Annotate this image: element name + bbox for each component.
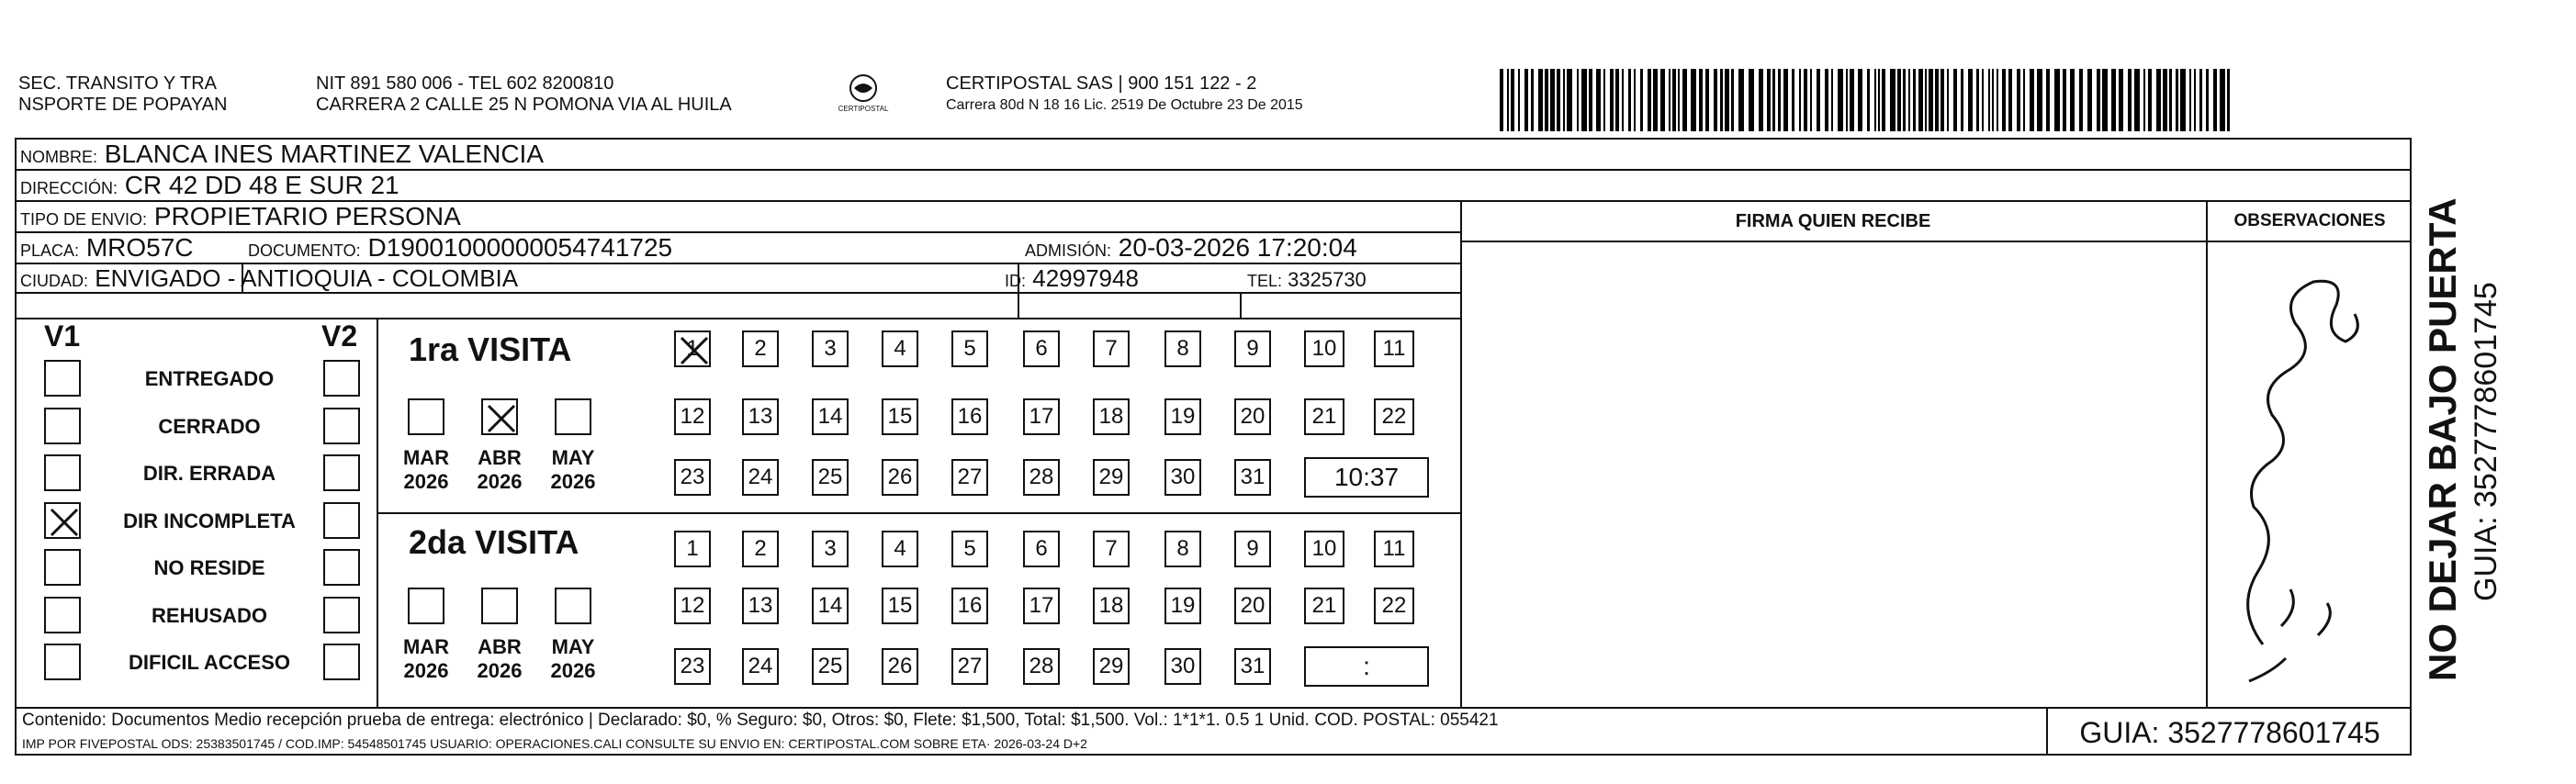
- barcode-bar: [2148, 69, 2152, 131]
- v1-checkbox-5[interactable]: [44, 597, 81, 633]
- barcode-bar: [1538, 69, 1543, 131]
- visit2-day-26[interactable]: 26: [882, 648, 918, 685]
- id-label: ID:: [1005, 272, 1027, 290]
- v1-checkbox-0[interactable]: [44, 360, 81, 397]
- visit2-month-checkbox-2[interactable]: [555, 588, 591, 624]
- barcode-bar: [1918, 69, 1923, 131]
- visit2-day-12[interactable]: 12: [674, 588, 711, 624]
- barcode-bar: [1563, 69, 1565, 131]
- barcode-bar: [1596, 69, 1601, 131]
- visit1-day-22[interactable]: 22: [1374, 398, 1414, 435]
- barcode-bar: [1682, 69, 1687, 131]
- visit1-day-25[interactable]: 25: [812, 459, 849, 496]
- barcode-bar: [1897, 69, 1901, 131]
- barcode-bar: [1550, 69, 1555, 131]
- visit2-day-21[interactable]: 21: [1304, 588, 1344, 624]
- nombre-label: NOMBRE:: [20, 148, 98, 166]
- status-label-6: DIFICIL ACCESO: [128, 651, 290, 674]
- visit1-month-checkbox-2[interactable]: [555, 398, 591, 435]
- company-info: [946, 73, 1303, 116]
- issuer-line-1: SEC. TRANSITO Y TRA: [18, 73, 217, 94]
- barcode-bar: [2180, 69, 2186, 131]
- visit1-month-checkbox-0[interactable]: [408, 398, 444, 435]
- visit2-day-8[interactable]: 8: [1164, 531, 1201, 567]
- barcode-bar: [1691, 69, 1696, 131]
- barcode-bar: [1759, 69, 1763, 131]
- barcode-bar: [1500, 69, 1503, 131]
- barcode-bar: [1890, 69, 1895, 131]
- barcode-bar: [1913, 69, 1916, 131]
- barcode-bar: [1935, 69, 1939, 131]
- visit1-month-name: MAR: [402, 446, 450, 469]
- barcode-bar: [1545, 69, 1548, 131]
- company-line-2: Carrera 80d N 18 16 Lic. 2519 De Octubre 23 De 2015: [946, 97, 1303, 113]
- barcode-bar: [2206, 69, 2209, 131]
- barcode-bar: [1778, 69, 1781, 131]
- visit2-day-13[interactable]: 13: [742, 588, 779, 624]
- visit2-day-14[interactable]: 14: [812, 588, 849, 624]
- barcode-bar: [1992, 69, 1994, 131]
- barcode-bar: [1725, 69, 1729, 131]
- visit1-day-11[interactable]: 11: [1374, 330, 1414, 367]
- tel-label: TEL:: [1247, 272, 1283, 290]
- barcode-bar: [2023, 69, 2025, 131]
- certipostal-logo: [825, 72, 902, 119]
- v1-checkbox-3[interactable]: [44, 502, 81, 539]
- barcode-bar: [2220, 69, 2225, 131]
- barcode-bar: [1589, 69, 1592, 131]
- barcode-bar: [2176, 69, 2178, 131]
- v2-checkbox-1[interactable]: [323, 408, 360, 444]
- visit2-day-18[interactable]: 18: [1093, 588, 1130, 624]
- barcode-bar: [2030, 69, 2034, 131]
- visit2-month-name: MAY: [551, 635, 595, 658]
- col-divider: [2046, 707, 2048, 756]
- status-label-3: DIR INCOMPLETA: [123, 509, 296, 532]
- barcode-bar: [1577, 69, 1579, 131]
- barcode-bar: [1850, 69, 1854, 131]
- barcode-bar: [1622, 69, 1624, 131]
- visit2-day-27[interactable]: 27: [951, 648, 988, 685]
- barcode-bar: [2189, 69, 2191, 131]
- tipo-value: PROPIETARIO PERSONA: [153, 202, 461, 230]
- barcode-bar: [1669, 69, 1670, 131]
- barcode-bar: [1961, 69, 1963, 131]
- visit1-day-31[interactable]: 31: [1234, 459, 1271, 496]
- v1-checkbox-4[interactable]: [44, 549, 81, 586]
- barcode-bar: [1634, 69, 1636, 131]
- barcode-bar: [1882, 69, 1885, 131]
- col-divider: [1240, 292, 1242, 318]
- barcode-bar: [1947, 69, 1949, 131]
- visit2-day-2[interactable]: 2: [742, 531, 779, 567]
- admision-row: [1025, 233, 1357, 265]
- visit2-day-3[interactable]: 3: [812, 531, 849, 567]
- barcode-bar: [2008, 69, 2012, 131]
- barcode-bar: [1867, 69, 1870, 131]
- nit-line-1: NIT 891 580 006 - TEL 602 8200810: [316, 73, 614, 94]
- nit-line-2: CARRERA 2 CALLE 25 N POMONA VIA AL HUILA: [316, 95, 732, 115]
- barcode-bar: [1925, 69, 1927, 131]
- visit1-day-17[interactable]: 17: [1023, 398, 1060, 435]
- placa-value: MRO57C: [85, 233, 194, 262]
- visit2-month-year: 2026: [403, 659, 449, 682]
- barcode-bar: [2097, 69, 2100, 131]
- barcode-bar: [1660, 69, 1665, 131]
- barcode-bar: [2128, 69, 2132, 131]
- direccion-label: DIRECCIÓN:: [20, 179, 118, 197]
- placa-row: [20, 233, 194, 265]
- id-value: 42997948: [1032, 264, 1139, 292]
- barcode-bar: [1767, 69, 1771, 131]
- footer-guia: GUIA: 3527778601745: [2079, 716, 2380, 749]
- barcode-bar: [2070, 69, 2075, 131]
- barcode-bar: [1968, 69, 1973, 131]
- visit1-day-29[interactable]: 29: [1093, 459, 1130, 496]
- observaciones-label: OBSERVACIONES: [2233, 211, 2386, 230]
- barcode-bar: [2037, 69, 2042, 131]
- barcode-bar: [1749, 69, 1754, 131]
- barcode-bar: [2111, 69, 2116, 131]
- barcode-bar: [1610, 69, 1614, 131]
- visit1-time-box[interactable]: 10:37: [1304, 457, 1429, 498]
- direccion-row: [20, 171, 399, 203]
- visit2-day-25[interactable]: 25: [812, 648, 849, 685]
- barcode-bar: [1799, 69, 1801, 131]
- visit1-month-label-1: [463, 446, 536, 494]
- visit1-day-19[interactable]: 19: [1164, 398, 1201, 435]
- barcode-bar: [2227, 69, 2230, 131]
- tipo-row: [20, 202, 461, 234]
- barcode-bar: [1903, 69, 1906, 131]
- logo-text: CERTIPOSTAL: [838, 105, 889, 113]
- barcode-bar: [2213, 69, 2217, 131]
- tel-value: 3325730: [1288, 268, 1367, 291]
- visit2-day-17[interactable]: 17: [1023, 588, 1060, 624]
- visit1-day-13[interactable]: 13: [742, 398, 779, 435]
- footer-divider: [15, 707, 2412, 709]
- row-divider: [15, 318, 1460, 319]
- admision-label: ADMISIÓN:: [1025, 241, 1112, 260]
- visit1-day-28[interactable]: 28: [1023, 459, 1060, 496]
- visit2-month-checkbox-1[interactable]: [481, 588, 518, 624]
- barcode-bar: [1929, 69, 1933, 131]
- id-row: [1005, 263, 1139, 296]
- visit2-month-label-1: [463, 635, 536, 683]
- visit2-day-31[interactable]: 31: [1234, 648, 1271, 685]
- nombre-row: [20, 140, 544, 172]
- barcode-bar: [1908, 69, 1910, 131]
- visit2-day-22[interactable]: 22: [1374, 588, 1414, 624]
- visit1-day-8[interactable]: 8: [1164, 330, 1201, 367]
- visit2-month-name: MAR: [402, 635, 450, 658]
- v2-checkbox-2[interactable]: [323, 454, 360, 491]
- visit2-day-7[interactable]: 7: [1093, 531, 1130, 567]
- barcode-bar: [2163, 69, 2167, 131]
- barcode-bar: [1628, 69, 1631, 131]
- visit1-month-checkbox-1[interactable]: [481, 398, 518, 435]
- visit2-day-15[interactable]: 15: [882, 588, 918, 624]
- barcode-bar: [1699, 69, 1703, 131]
- visit1-day-7[interactable]: 7: [1093, 330, 1130, 367]
- visit2-day-19[interactable]: 19: [1164, 588, 1201, 624]
- visit1-month-name: MAY: [551, 446, 595, 469]
- barcode-bar: [1804, 69, 1807, 131]
- barcode-bar: [1672, 69, 1676, 131]
- status-label-5: REHUSADO: [152, 603, 267, 627]
- barcode-bar: [1810, 69, 1812, 131]
- visit1-day-14[interactable]: 14: [812, 398, 849, 435]
- ciudad-label: CIUDAD:: [20, 272, 89, 290]
- placa-label: PLACA:: [20, 241, 80, 260]
- v1-checkbox-1[interactable]: [44, 408, 81, 444]
- barcode-bar: [1581, 69, 1587, 131]
- visit1-month-year: 2026: [550, 470, 596, 493]
- v2-checkbox-5[interactable]: [323, 597, 360, 633]
- visit2-day-29[interactable]: 29: [1093, 648, 1130, 685]
- barcode-bar: [1792, 69, 1794, 131]
- visit1-day-12[interactable]: 12: [674, 398, 711, 435]
- visit1-month-label-0: [389, 446, 463, 494]
- barcode-bar: [1524, 69, 1528, 131]
- v2-checkbox-0[interactable]: [323, 360, 360, 397]
- issuer-nit: [316, 73, 732, 116]
- barcode-bar: [1846, 69, 1848, 131]
- visit2-day-11[interactable]: 11: [1374, 531, 1414, 567]
- visit2-day-23[interactable]: 23: [674, 648, 711, 685]
- barcode-bar: [2017, 69, 2020, 131]
- barcode-bar: [2156, 69, 2161, 131]
- barcode-bar: [1731, 69, 1734, 131]
- barcode-bar: [1615, 69, 1619, 131]
- visit2-day-20[interactable]: 20: [1234, 588, 1271, 624]
- barcode-bar: [1831, 69, 1833, 131]
- visit2-day-16[interactable]: 16: [951, 588, 988, 624]
- visit1-day-5[interactable]: 5: [951, 330, 988, 367]
- visit-divider: [377, 512, 1460, 514]
- visit2-day-30[interactable]: 30: [1164, 648, 1201, 685]
- barcode-bar: [2087, 69, 2092, 131]
- barcode-bar: [1511, 69, 1514, 131]
- visit1-day-15[interactable]: 15: [882, 398, 918, 435]
- visit1-day-10[interactable]: 10: [1304, 330, 1344, 367]
- barcode-bar: [2194, 69, 2196, 131]
- footer-content: Contenido: Documentos Medio recepción prueba de entrega: electrónico | Declarado: $0, % Seguro: $0, Otros: $0, Flete: $1,500, Total: $1,500. Vol.: 1*1*1. 0.5 1 Unid. COD. POSTAL: 055421: [22, 711, 1499, 730]
- barcode-bar: [2143, 69, 2145, 131]
- barcode-bar: [1557, 69, 1560, 131]
- visit2-day-5[interactable]: 5: [951, 531, 988, 567]
- barcode-bar: [1507, 69, 1509, 131]
- nombre-value: BLANCA INES MARTINEZ VALENCIA: [104, 140, 544, 168]
- v2-checkbox-4[interactable]: [323, 549, 360, 586]
- visit2-month-label-0: [389, 635, 463, 683]
- tipo-label: TIPO DE ENVIO:: [20, 210, 148, 229]
- firma-label: FIRMA QUIEN RECIBE: [1735, 211, 1931, 231]
- barcode-bar: [1705, 69, 1709, 131]
- visit1-month-label-2: [536, 446, 610, 494]
- v1-title: V1: [44, 319, 81, 353]
- v2-checkbox-3[interactable]: [323, 502, 360, 539]
- visit2-day-6[interactable]: 6: [1023, 531, 1060, 567]
- barcode-bar: [1738, 69, 1744, 131]
- visit1-title: 1ra VISITA: [409, 330, 572, 368]
- barcode-bar: [1714, 69, 1717, 131]
- barcode-bar: [2119, 69, 2123, 131]
- x-mark-icon: [46, 504, 83, 541]
- barcode-bar: [2169, 69, 2172, 131]
- barcode-bar: [1817, 69, 1820, 131]
- barcode-bar: [1997, 69, 1998, 131]
- documento-value: D19001000000054741725: [367, 233, 673, 262]
- barcode-bar: [1858, 69, 1862, 131]
- visit2-day-10[interactable]: 10: [1304, 531, 1344, 567]
- barcode-bar: [1603, 69, 1605, 131]
- barcode-bar: [2054, 69, 2060, 131]
- barcode-bar: [1874, 69, 1876, 131]
- barcode-bar: [2079, 69, 2083, 131]
- visit2-title: 2da VISITA: [409, 523, 579, 561]
- side-warning: NO DEJAR BAJO PUERTA: [2421, 197, 2464, 681]
- barcode-bar: [1838, 69, 1843, 131]
- visit2-month-label-2: [536, 635, 610, 683]
- visit1-day-3[interactable]: 3: [812, 330, 849, 367]
- visit1-day-6[interactable]: 6: [1023, 330, 1060, 367]
- documento-label: DOCUMENTO:: [248, 241, 361, 260]
- barcode-bar: [2002, 69, 2006, 131]
- barcode-bar: [2063, 69, 2066, 131]
- barcode-bar: [1988, 69, 1990, 131]
- v1-checkbox-6[interactable]: [44, 644, 81, 680]
- barcode-bar: [1678, 69, 1680, 131]
- visit1-month-year: 2026: [403, 470, 449, 493]
- status-label-2: DIR. ERRADA: [142, 462, 276, 485]
- col-divider: [1460, 200, 1462, 707]
- documento-row: [248, 233, 672, 265]
- visit2-day-1[interactable]: 1: [674, 531, 711, 567]
- company-line-1: CERTIPOSTAL SAS | 900 151 122 - 2: [946, 73, 1257, 94]
- visit2-day-24[interactable]: 24: [742, 648, 779, 685]
- visit2-day-4[interactable]: 4: [882, 531, 918, 567]
- barcode-bar: [1567, 69, 1572, 131]
- ciudad-value: ENVIGADO - ANTIOQUIA - COLOMBIA: [95, 264, 519, 292]
- footer-imp: IMP POR FIVEPOSTAL ODS: 25383501745 / COD.IMP: 54548501745 USUARIO: OPERACIONES.CALI CONSULTE SU ENVIO EN: CERTIPOSTAL.COM SOBRE ETA· 2026-03-24 D+2: [22, 736, 1087, 751]
- barcode-bar: [1940, 69, 1944, 131]
- ciudad-row: [20, 263, 518, 296]
- visit2-month-checkbox-0[interactable]: [408, 588, 444, 624]
- barcode-bar: [1976, 69, 1979, 131]
- visit1-day-27[interactable]: 27: [951, 459, 988, 496]
- barcode-bar: [1783, 69, 1788, 131]
- visit1-day-23[interactable]: 23: [674, 459, 711, 496]
- visit2-day-9[interactable]: 9: [1234, 531, 1271, 567]
- visit1-day-18[interactable]: 18: [1093, 398, 1130, 435]
- visit1-day-1[interactable]: 1: [674, 330, 711, 367]
- barcode-bar: [1640, 69, 1643, 131]
- barcode-bar: [1878, 69, 1880, 131]
- visit2-time-box[interactable]: :: [1304, 646, 1429, 687]
- x-mark-icon: [483, 400, 520, 437]
- barcode-bar: [1648, 69, 1651, 131]
- barcode-bar: [2102, 69, 2108, 131]
- visit1-day-4[interactable]: 4: [882, 330, 918, 367]
- tel-row: [1247, 265, 1367, 296]
- status-label-1: CERRADO: [158, 414, 261, 438]
- visit1-day-24[interactable]: 24: [742, 459, 779, 496]
- visit1-day-2[interactable]: 2: [742, 330, 779, 367]
- side-guia: GUIA: 3527778601745: [2469, 282, 2503, 601]
- visit1-day-30[interactable]: 30: [1164, 459, 1201, 496]
- barcode-bar: [1653, 69, 1658, 131]
- barcode-bar: [1953, 69, 1957, 131]
- barcode-bar: [1720, 69, 1723, 131]
- admision-value: 20-03-2026 17:20:04: [1118, 233, 1357, 262]
- visit1-month-name: ABR: [478, 446, 522, 469]
- visit1-day-9[interactable]: 9: [1234, 330, 1271, 367]
- barcode-bar: [2134, 69, 2140, 131]
- issuer-name: [18, 73, 227, 116]
- barcode-bar: [1825, 69, 1828, 131]
- visit1-day-21[interactable]: 21: [1304, 398, 1344, 435]
- barcode-bar: [1518, 69, 1520, 131]
- issuer-line-2: NSPORTE DE POPAYAN: [18, 95, 228, 115]
- direccion-value: CR 42 DD 48 E SUR 21: [124, 171, 399, 199]
- barcode-bar: [2199, 69, 2202, 131]
- visit1-day-26[interactable]: 26: [882, 459, 918, 496]
- barcode-bar: [1982, 69, 1984, 131]
- v2-checkbox-6[interactable]: [323, 644, 360, 680]
- signature-icon: [2208, 241, 2412, 707]
- v1-checkbox-2[interactable]: [44, 454, 81, 491]
- barcode-bar: [2046, 69, 2050, 131]
- visit1-month-year: 2026: [477, 470, 523, 493]
- col-divider: [377, 318, 378, 707]
- status-label-4: NO RESIDE: [153, 556, 265, 579]
- visit2-month-year: 2026: [477, 659, 523, 682]
- visit1-day-20[interactable]: 20: [1234, 398, 1271, 435]
- v2-title: V2: [321, 319, 358, 353]
- visit2-month-year: 2026: [550, 659, 596, 682]
- barcode-bar: [1531, 69, 1534, 131]
- visit2-day-28[interactable]: 28: [1023, 648, 1060, 685]
- visit1-day-16[interactable]: 16: [951, 398, 988, 435]
- barcode-bar: [1772, 69, 1775, 131]
- visit2-month-name: ABR: [478, 635, 522, 658]
- status-label-0: ENTREGADO: [144, 367, 275, 390]
